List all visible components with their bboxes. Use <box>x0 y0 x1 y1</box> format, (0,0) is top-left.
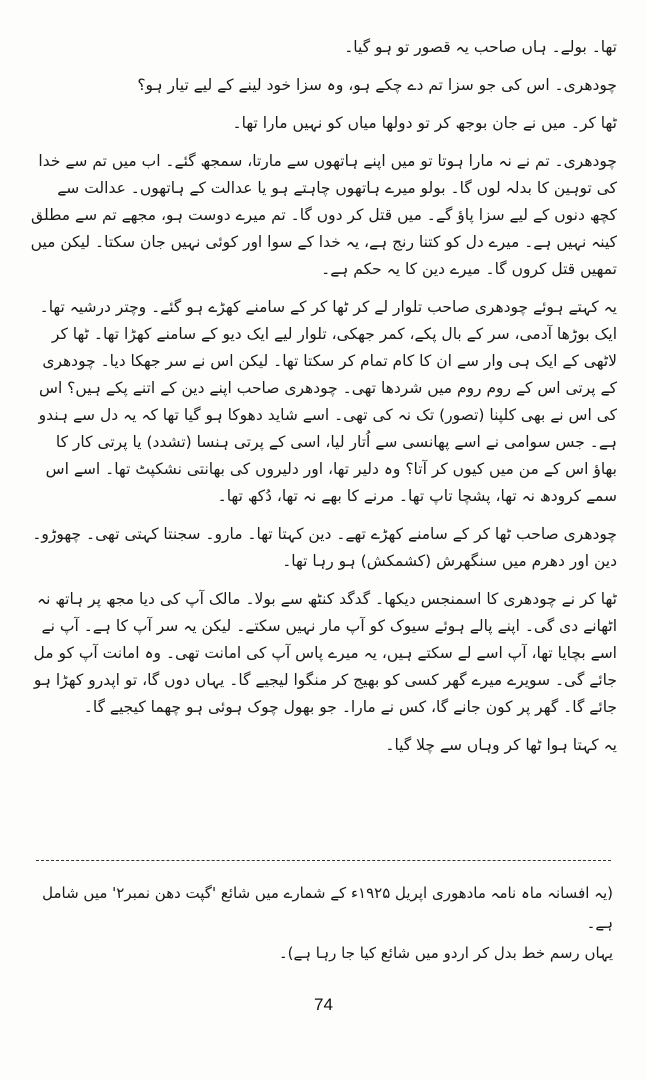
story-text <box>30 34 617 770</box>
page-number: 74 <box>314 995 333 1014</box>
paragraph-4: چودھری۔ تم نے نہ مارا ہوتا تو میں اپنے ہاتھوں سے مارتا، سمجھ گئے۔ اب میں تم سے خدا کی توہین کا بدلہ لوں گا۔ بولو میرے ہاتھوں چاہتے ہو یا عدالت کے ہاتھوں۔ عدالت سے کچھ دنوں کے لیے سزا پاؤ گے۔ میں قتل کر دوں گا۔ تم میرے دوست ہو، مجھے تم سے مطلق کینہ نہیں ہے۔ میرے دل کو کتنا رنج ہے، یہ خدا کے سوا اور کوئی نہیں جان سکتا۔ لیکن میں تمھیں قتل کروں گا۔ میرے دین کا یہ حکم ہے۔ <box>30 152 617 278</box>
paragraph-1: تھا۔ بولے۔ ہاں صاحب یہ قصور تو ہو گیا۔ <box>344 38 617 56</box>
paragraph-8: یہ کہتا ہوا ٹھا کر وہاں سے چلا گیا۔ <box>385 736 617 754</box>
footnote <box>40 878 613 968</box>
paragraph-5: یہ کہتے ہوئے چودھری صاحب تلوار لے کر ٹھا کر کے سامنے کھڑے ہو گئے۔ وچتر درشیہ تھا۔ ایک بوڑھا آدمی، سر کے بال پکے، کمر جھکی، تلوار لیے ایک دیو کے سامنے کھڑا تھا۔ ٹھا کر لاٹھی کے ایک ہی وار سے ان کا کام تمام کر سکتا تھا۔ لیکن اس نے سر جھکا دیا۔ چودھری کے پرتی اس کے روم روم میں شردھا تھی۔ چودھری صاحب اپنے دین کے اتنے پکے ہیں؟ اس کی اس نے بھی کلپنا (تصور) تک نہ کی تھی۔ اسے شاید دھوکا ہو گیا تھا کہ یہ دل سے ہندو ہے۔ جس سوامی نے اسے پھانسی سے اُتار لیا، اسی کے پرتی ہنسا (تشدد) یا پرتی کار کا بھاؤ اس کے من میں کیوں کر آتا؟ وہ دلیر تھا، اور دلیروں کی بھانتی نشکپٹ تھا۔ اسے اس سمے کرودھ نہ تھا، پشچا تاپ تھا۔ مرنے کا بھے نہ تھا، دُکھ تھا۔ <box>38 298 617 505</box>
paragraph-3: ٹھا کر۔ میں نے جان بوجھ کر تو دولھا میاں کو نہیں مارا تھا۔ <box>232 114 617 132</box>
footnote-line-2: یہاں رسم خط بدل کر اردو میں شائع کیا جا رہا ہے)۔ <box>278 944 613 962</box>
paragraph-2: چودھری۔ اس کی جو سزا تم دے چکے ہو، وہ سزا خود لینے کے لیے تیار ہو؟ <box>137 76 617 94</box>
paragraph-6: چودھری صاحب ٹھا کر کے سامنے کھڑے تھے۔ دین کہتا تھا۔ مارو۔ سجنتا کہتی تھی۔ چھوڑو۔ دین اور دھرم میں سنگھرش (کشمکش) ہو رہا تھا۔ <box>32 525 617 570</box>
footnote-line-1: (یہ افسانہ ماہ نامہ مادھوری اپریل ۱۹۲۵ء کے شمارے میں شائع 'گپت دھن نمبر۲' میں شامل ہے۔ <box>42 884 613 932</box>
paragraph-7: ٹھا کر نے چودھری کا اسمنجس دیکھا۔ گدگد کنٹھ سے بولا۔ مالک آپ کی دیا مجھ پر ہاتھ نہ اٹھانے دی گی۔ اپنے پالے ہوئے سیوک کو آپ مار نہیں سکتے۔ لیکن یہ سر آپ کا ہے۔ آپ نے اسے بچایا تھا، آپ اسے لے سکتے ہیں، یہ میرے پاس آپ کی امانت تھی۔ وہ امانت آپ کو مل جائے گی۔ سویرے میرے گھر کسی کو بھیج کر منگوا لیجیے گا۔ یہاں دوں گا، تو اپدرو کھڑا ہو جائے گا۔ گھر پر کون جانے گا، کس نے مارا۔ جو بھول چوک ہوئی ہو چھما کیجیے گا۔ <box>33 590 617 716</box>
footnote-divider <box>36 860 611 861</box>
